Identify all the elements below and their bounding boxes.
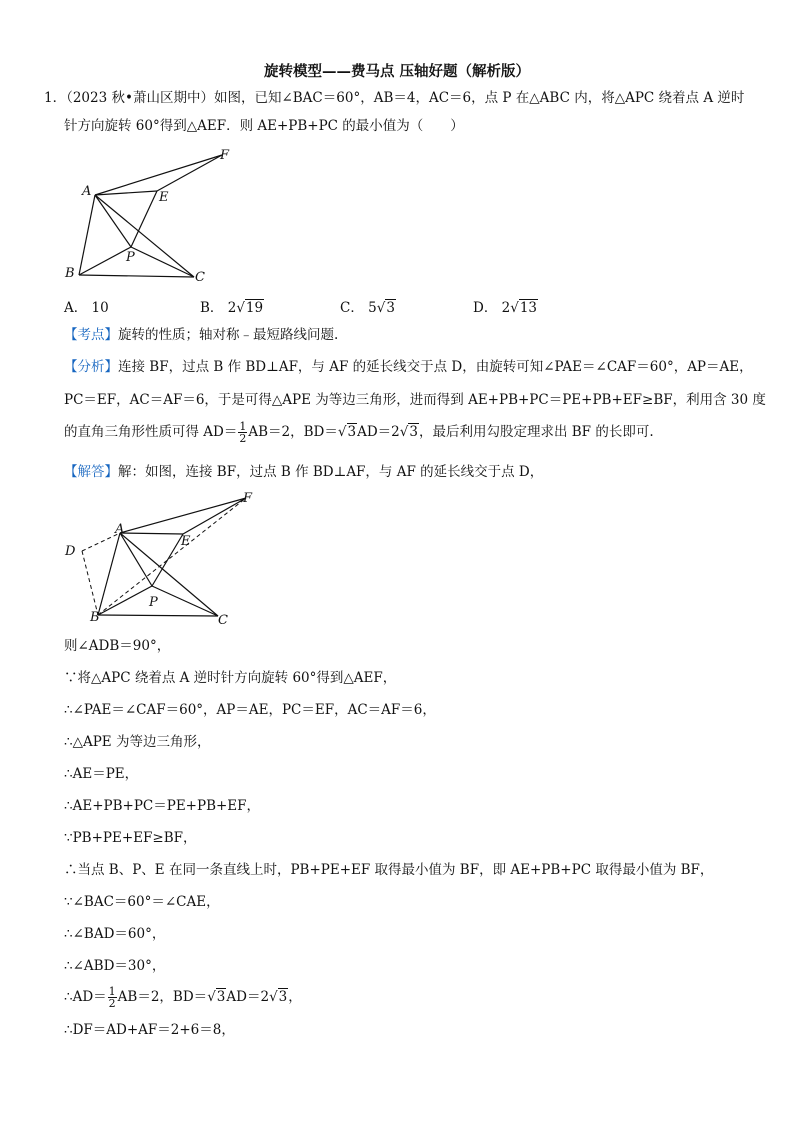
label-d: D [65,544,76,559]
kaodian-text: 旋转的性质；轴对称﹣最短路线问题. [118,327,339,343]
step-1: 则∠ADB＝90°， [64,638,171,654]
fenxi-text-1: 连接 BF，过点 B 作 BD⊥AF，与 AF 的延长线交于点 D，由旋转可知∠PAE＝∠CAF＝60°，AP＝AE， [118,359,753,375]
figure-2 [60,488,270,628]
label-p: P [126,250,135,265]
question-text-1: （2023 秋•萧山区期中）如图，已知∠BAC＝60°，AB＝4，AC＝6，点 P 在△ABC 内，将△APC 绕着点 A 逆时 [66,90,745,106]
step-8: ∴当点 B、P、E 在同一条直线上时，PB+PE+EF 取得最小值为 BF，即 AE+PB+PC 取得最小值为 BF， [64,862,714,878]
kaodian-tag: 【考点】 [64,327,118,343]
kaodian [64,325,338,345]
step-4: ∴△APE 为等边三角形， [64,734,211,750]
page-title: 旋转模型——费马点 压轴好题（解析版） [263,63,531,80]
fraction-half: $\frac{1}{2}$ [239,420,247,445]
fenxi-line-3: 的直角三角形性质可得 AD＝ $\frac{1}{2}$ AB＝2，BD＝√3AD＝2√3，最后利用勾股定理求出 BF 的长即可. [64,420,654,445]
label-e: E [159,190,169,205]
fenxi-line-1 [64,357,753,377]
label-f: F [220,148,230,163]
step-3: ∴∠PAE＝∠CAF＝60°，AP＝AE，PC＝EF，AC＝AF＝6， [64,702,436,718]
step-13: ∴DF＝AD+AF＝2+6＝8， [64,1022,235,1038]
step-2: ∵将△APC 绕着点 A 逆时针方向旋转 60°得到△AEF， [64,670,397,686]
fraction-half-2: $\frac{1}{2}$ [108,985,116,1010]
step-6: ∴AE+PB+PC＝PE+PB+EF， [64,798,261,814]
jieda [64,462,543,482]
label-b: B [90,610,100,625]
option-a: A． 10 [64,300,109,316]
figure-1 [60,140,260,290]
step-5: ∴AE＝PE， [64,766,139,782]
fenxi-tag: 【分析】 [64,359,118,375]
step-10: ∴∠BAD＝60°， [64,926,166,942]
step-12: ∴AD＝ $\frac{1}{2}$ AB＝2，BD＝√3AD＝2√3， [64,985,302,1010]
step-7: ∵PB+PE+EF≥BF， [64,830,197,846]
option-d: D． 2√13 [473,300,538,316]
jieda-text: 解：如图，连接 BF，过点 B 作 BD⊥AF，与 AF 的延长线交于点 D， [118,464,544,480]
label-a: A [82,184,92,199]
label-f: F [243,491,253,506]
label-e: E [181,534,191,549]
question-number: 1． [44,90,67,106]
jieda-tag: 【解答】 [64,464,118,480]
label-b: B [65,266,75,281]
step-9: ∵∠BAC＝60°＝∠CAE， [64,894,220,910]
step-11: ∴∠ABD＝30°， [64,958,166,974]
label-p: P [149,595,158,610]
question-line-2: 针方向旋转 60°得到△AEF．则 AE+PB+PC 的最小值为（ ） [64,118,464,134]
option-c: C． 5√3 [340,300,395,316]
label-a: A [115,522,125,537]
question-line-1 [44,88,744,108]
option-b: B． 2√19 [200,300,264,316]
label-c: C [218,613,228,628]
label-c: C [195,270,205,285]
fenxi-line-2: PC＝EF，AC＝AF＝6，于是可得△APE 为等边三角形，进而得到 AE+PB+PC＝PE+PB+EF≥BF，利用含 30 度 [64,392,766,408]
